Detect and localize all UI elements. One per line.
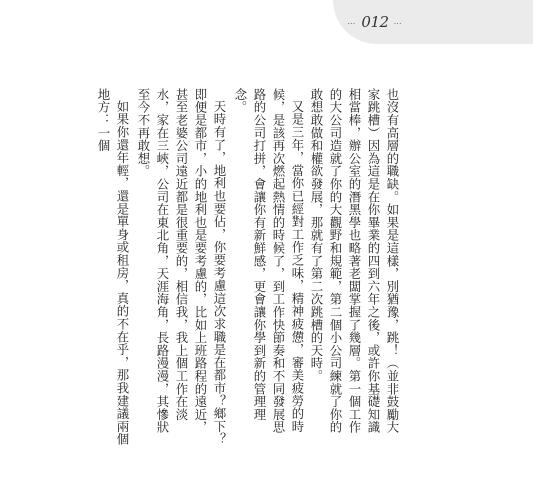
paragraph: 也沒有高層的職缺。如果是這樣，別猶豫，跳！（並非鼓勵大家跳槽）因為這是在你畢業的四到六年之後，或許你基礎知識相當棒，辦公室的潛黑學也略著老闆掌握了幾層。第一個工作的大公司造就了你的大觀野和規範，第二個小公司練就了你的敢想敢做和權欲發展，那就有了第二次跳槽的天時。 — [309, 88, 400, 434]
paragraph: 如果你還年輕，還是單身或租房，真的不在乎，那我建議兩個地方：一個 — [96, 88, 130, 446]
paragraph: 又是三年，當你已經對工作乏味，精神疲憊，審美疲勞的時候，是該再次燃起熱情的時候了，到工作快節奏和不同發展思路的公司打拼，會讓你有新鮮感，更會讓你學到新的管理理念。 — [233, 88, 305, 434]
paragraph: 天時有了，地利也要佔，你要考慮這次求職是在都市？鄉下？即便是都市，小的地利也是要考慮的，比如上班路程的遠近，甚至老婆公司遠近都是很重要的，相信我，我上個工作在淡水，家在三峽，公司在東北角，天涯海角，長路漫漫，其慘狀至今不再敢想。 — [136, 88, 227, 446]
page-number-value: 012 — [361, 12, 389, 31]
leading-dots: … — [347, 17, 357, 26]
page-number — [340, 12, 410, 32]
vertical-text-body — [96, 88, 402, 446]
trailing-dots: … — [393, 17, 403, 26]
